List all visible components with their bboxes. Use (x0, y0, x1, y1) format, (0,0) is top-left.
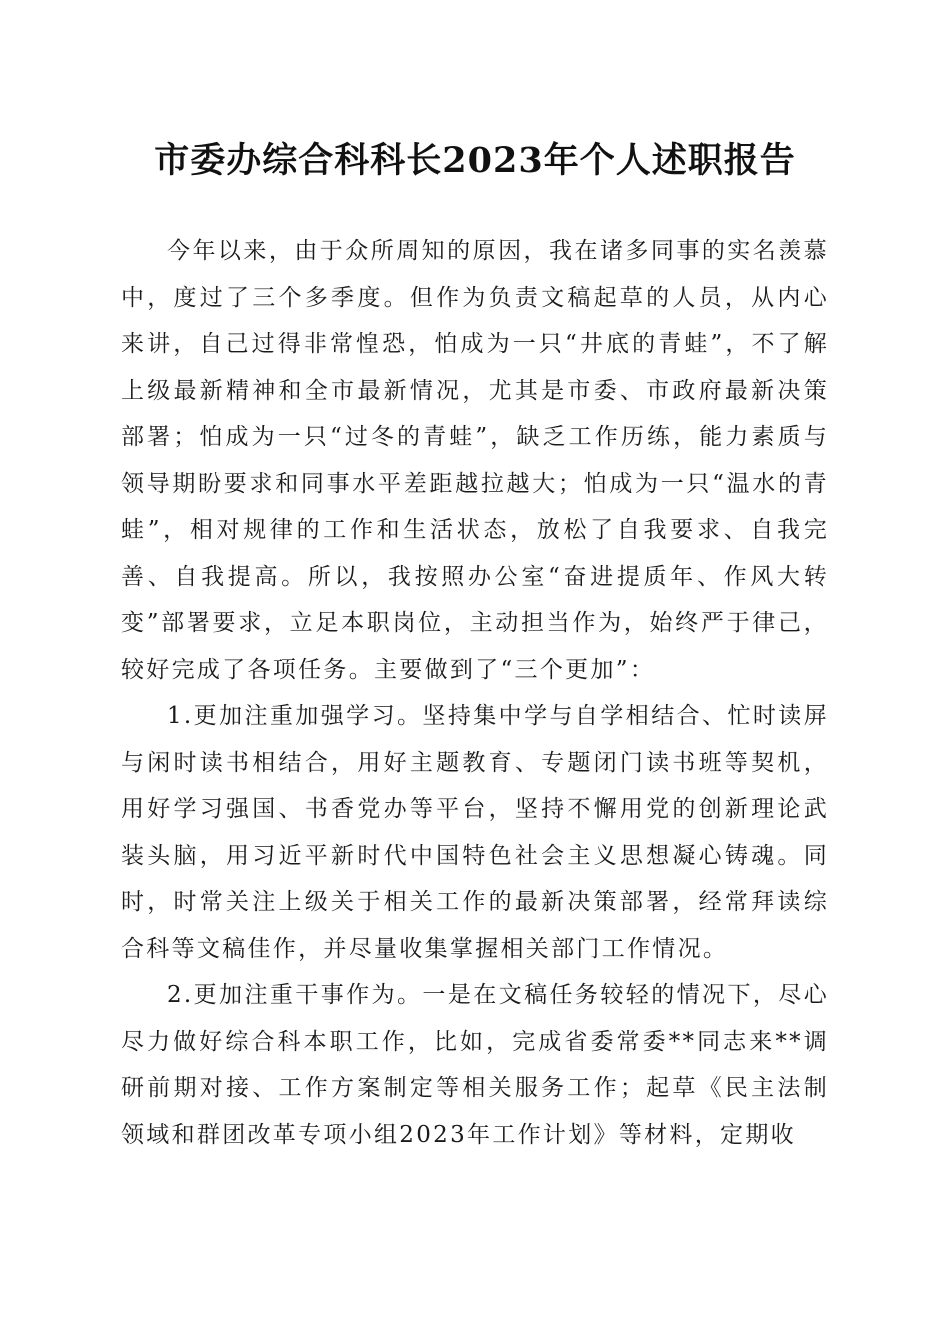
paragraph-item-1: 1.更加注重加强学习。坚持集中学与自学相结合、忙时读屏与闲时读书相结合，用好主题教育、专题闭门读书班等契机，用好学习强国、书香党办等平台，坚持不懈用党的创新理论武装头脑，用习近平新时代中国特色社会主义思想凝心铸魂。同时，时常关注上级关于相关工作的最新决策部署，经常拜读综合科等文稿佳作，并尽量收集掌握相关部门工作情况。 (121, 703, 829, 962)
document-title: 市委办综合科科长2023年个人述职报告 (154, 140, 796, 181)
document-body (121, 228, 829, 1158)
paragraph-intro: 今年以来，由于众所周知的原因，我在诸多同事的实名羡慕中，度过了三个多季度。但作为负责文稿起草的人员，从内心来讲，自己过得非常惶恐，怕成为一只“井底的青蛙”，不了解上级最新精神和全市最新情况，尤其是市委、市政府最新决策部署；怕成为一只“过冬的青蛙”，缺乏工作历练，能力素质与领导期盼要求和同事水平差距越拉越大；怕成为一只“温水的青蛙”，相对规律的工作和生活状态，放松了自我要求、自我完善、自我提高。所以，我按照办公室“奋进提质年、作风大转变”部署要求，立足本职岗位，主动担当作为，始终严于律己，较好完成了各项任务。主要做到了“三个更加”： (121, 238, 829, 683)
paragraph-item-2: 2.更加注重干事作为。一是在文稿任务较轻的情况下，尽心尽力做好综合科本职工作，比如，完成省委常委**同志来**调研前期对接、工作方案制定等相关服务工作；起草《民主法制领域和群团改革专项小组2023年工作计划》等材料，定期收 (121, 982, 829, 1148)
